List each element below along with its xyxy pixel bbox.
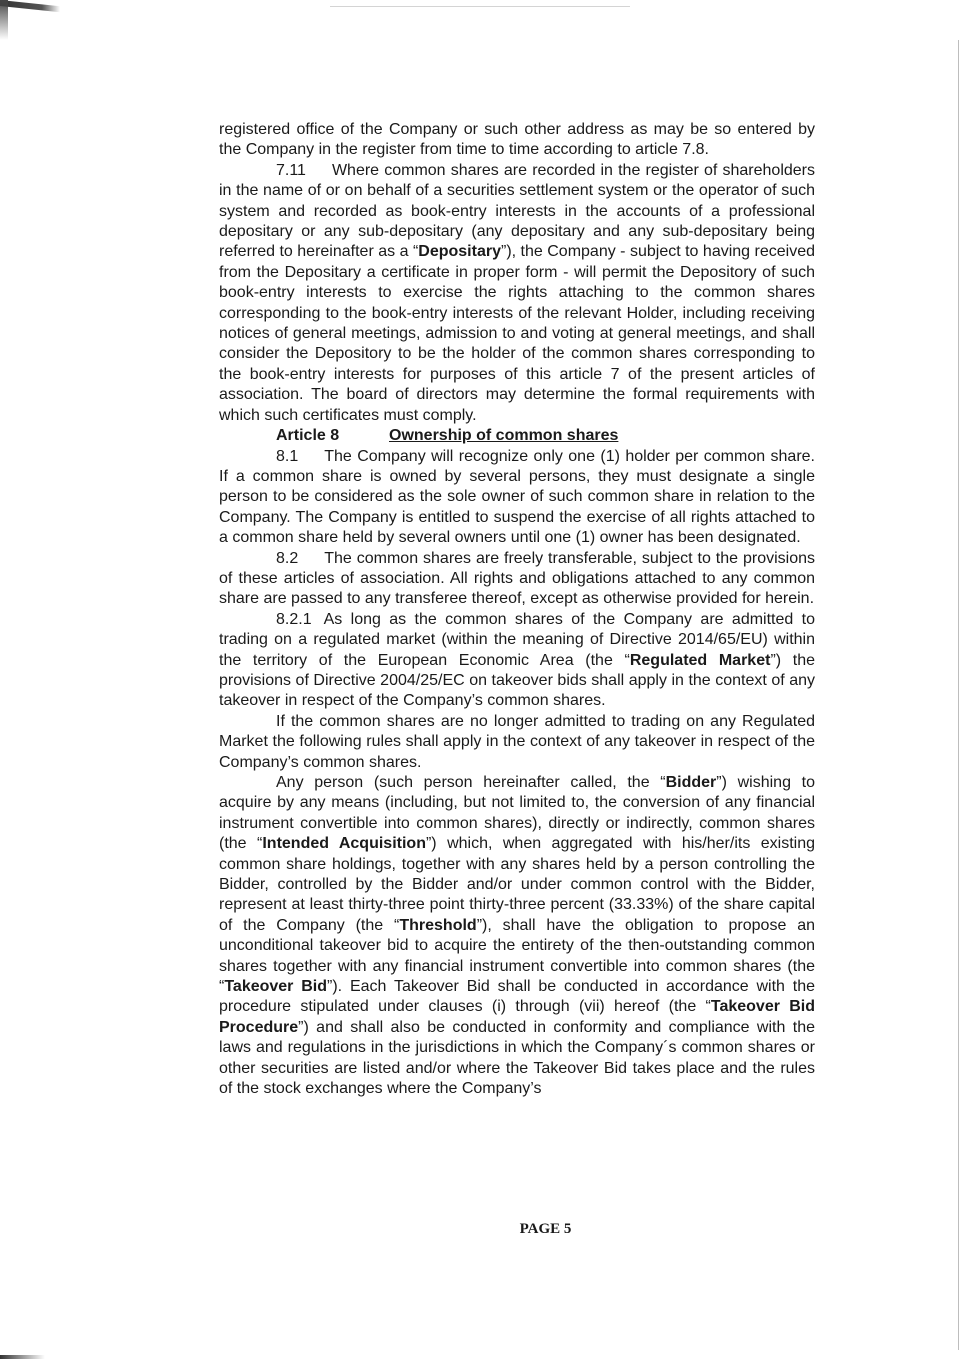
paragraph-text: As long as the common shares of the Company are admitted to trading on a regulated market (within the meaning of Directive 2014/65/EU) within the territory of the European Economic Area (the “ bbox=[219, 610, 815, 669]
scan-top-edge bbox=[330, 6, 630, 7]
scan-corner-shadow bbox=[0, 0, 60, 12]
article-title: Ownership of common shares bbox=[389, 427, 619, 445]
document-body bbox=[219, 120, 815, 1100]
paragraph-8-2-1 bbox=[219, 610, 815, 712]
clause-number: 7.11 bbox=[276, 161, 306, 179]
defined-term-regulated-market: Regulated Market bbox=[629, 651, 771, 669]
page-number: PAGE 5 bbox=[519, 1221, 572, 1237]
paragraph-text: ”) wishing to acquire by any means (including, but not limited to, the conversion of any financial instrument convertible into common shares), directly or indirectly, common shares (the “ bbox=[219, 774, 815, 853]
scan-right-edge bbox=[958, 40, 959, 1350]
clause-number: 8.2 bbox=[276, 549, 299, 567]
defined-term-depositary: Depositary bbox=[418, 243, 501, 261]
paragraph-takeover-bid bbox=[219, 773, 815, 1100]
paragraph-text: If the common shares are no longer admitted to trading on any Regulated Market the following rules shall apply in the context of any takeover in respect of the Company’s common shares. bbox=[219, 712, 815, 771]
article-heading bbox=[219, 426, 815, 446]
defined-term-threshold: Threshold bbox=[399, 916, 477, 934]
paragraph-text: registered office of the Company or such other address as may be so entered by the Company in the register from time to time according to article 7.8. bbox=[219, 121, 815, 159]
paragraph-text: Any person (such person hereinafter called, the “ bbox=[276, 774, 666, 791]
clause-number: 8.2.1 bbox=[276, 610, 312, 628]
paragraph-text: ”) and shall also be conducted in conformity and compliance with the laws and regulations in the jurisdictions in which the Company´s common shares or other securities are listed and/or where the Takeover Bid takes place and the rules of the stock exchanges where the Company’s bbox=[219, 1018, 815, 1098]
paragraph-text: The common shares are freely transferable, subject to the provisions of these articles of association. All rights and obligations attached to any common share are passed to any transferee thereof, except as otherwise provided for herein. bbox=[219, 549, 815, 608]
defined-term-intended-acquisition: Intended Acquisition bbox=[262, 835, 426, 853]
paragraph-text: Where common shares are recorded in the register of shareholders in the name of or on behalf of a securities settlement system or the operator of such system and recorded as book-entry interests in the accounts of a professional depositary or any sub-depositary (any depositary and any sub-depositary being referred to hereinafter as a “ bbox=[219, 161, 815, 261]
paragraph-no-longer-admitted bbox=[219, 712, 815, 773]
paragraph-8-2 bbox=[219, 549, 815, 610]
paragraph-text: ”). Each Takeover Bid shall be conducted in accordance with the procedure stipulated under clauses (i) through (vii) hereof (the “ bbox=[219, 978, 816, 1016]
defined-term-takeover-bid-procedure: Takeover Bid Procedure bbox=[219, 998, 816, 1036]
scan-bottom-shadow bbox=[0, 1355, 45, 1359]
paragraph-text: ”), shall have the obligation to propose an unconditional takeover bid to acquire the entirety of the then-outstanding common shares together with any financial instrument convertible into common shares (the “ bbox=[219, 916, 815, 996]
scan-corner-shadow-vertical bbox=[0, 0, 8, 40]
paragraph-8-1 bbox=[219, 447, 815, 549]
defined-term-takeover-bid: Takeover Bid bbox=[224, 978, 328, 996]
article-number: Article 8 bbox=[276, 427, 340, 445]
paragraph-text: The Company will recognize only one (1) holder per common share. If a common share is owned by several persons, they must designate a single person to be considered as the sole owner of such common share in relation to the Company. The Company is entitled to suspend the exercise of all rights attached to a common share held by several owners until one (1) owner has been designated. bbox=[219, 447, 815, 547]
clause-number: 8.1 bbox=[276, 447, 299, 465]
paragraph-7-11 bbox=[219, 161, 815, 426]
defined-term-bidder: Bidder bbox=[665, 774, 717, 791]
paragraph-text: ”), the Company - subject to having received from the Depositary a certificate in proper form - will permit the Depository of such book-entry interests to exercise the rights attaching to the common shares corresponding to the book-entry interests of the relevant Holder, including receiving notices of general meetings, admission to and voting at general meetings, and shall consider the Depository to be the holder of the common shares corresponding to the book-entry interests for purposes of this article 7 of the present articles of association. The board of directors may determine the formal requirements with which such certificates must comply. bbox=[219, 243, 815, 424]
paragraph-continuation bbox=[219, 120, 815, 161]
paragraph-text: ”) which, when aggregated with his/her/its existing common share holdings, together with any shares held by a person controlling the Bidder, controlled by the Bidder and/or under common control with the Bidder, represent at least thirty-three point thirty-three percent (33.33%) of the share capital of the Company (the “ bbox=[219, 835, 816, 934]
paragraph-text: ”) the provisions of Directive 2004/25/EC on takeover bids shall apply in the context of any takeover in respect of the Company’s common shares. bbox=[219, 651, 816, 710]
